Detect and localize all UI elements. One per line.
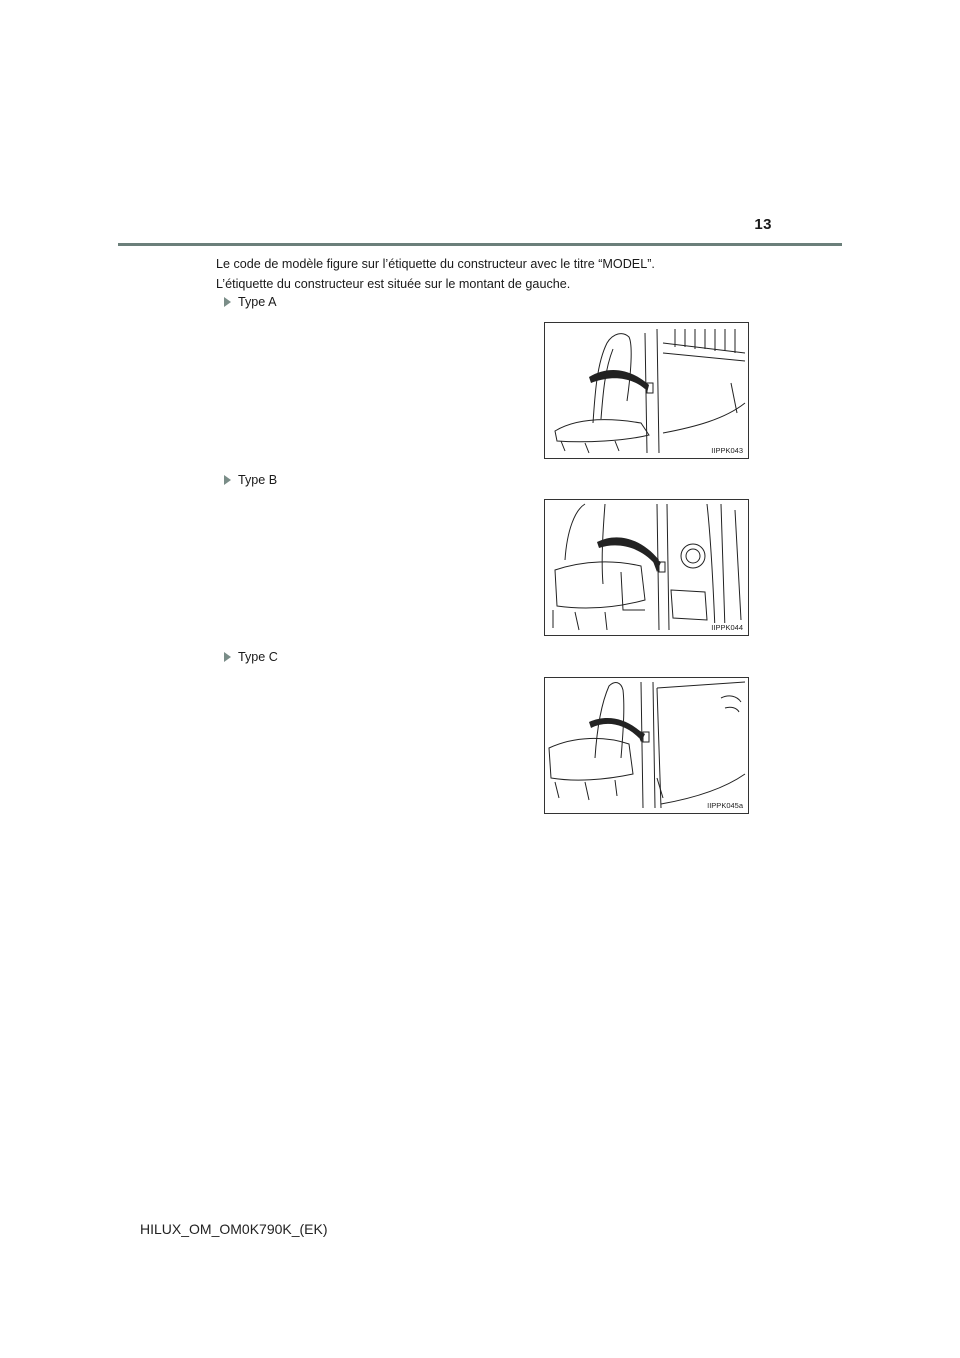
page-number: 13: [754, 216, 772, 233]
figure-type-c: [544, 677, 749, 814]
type-a-label: Type A: [238, 295, 277, 309]
type-b-heading: [224, 473, 277, 487]
header-rule: [118, 243, 842, 246]
intro-text: [216, 254, 776, 294]
figure-code-a: IIPPK043: [711, 446, 743, 455]
figure-type-b: [544, 499, 749, 636]
figure-type-a: [544, 322, 749, 459]
intro-line-label-location: L’étiquette du constructeur est située sur le montant de gauche.: [216, 277, 571, 291]
intro-line-model-code: Le code de modèle figure sur l’étiquette du constructeur avec le titre “MODEL”.: [216, 257, 655, 271]
figure-code-b: IIPPK044: [711, 623, 743, 632]
bullet-triangle-icon: [224, 652, 231, 662]
document-footer: HILUX_OM_OM0K790K_(EK): [140, 1221, 328, 1237]
seat-door-illustration-icon: [545, 500, 748, 635]
bullet-triangle-icon: [224, 297, 231, 307]
seat-door-illustration-icon: [545, 678, 748, 813]
type-c-heading: [224, 650, 278, 664]
type-a-heading: [224, 295, 277, 309]
bullet-triangle-icon: [224, 475, 231, 485]
type-b-label: Type B: [238, 473, 278, 487]
type-c-label: Type C: [238, 650, 278, 664]
figure-code-c: IIPPK045a: [707, 801, 743, 810]
seat-door-illustration-icon: [545, 323, 748, 458]
